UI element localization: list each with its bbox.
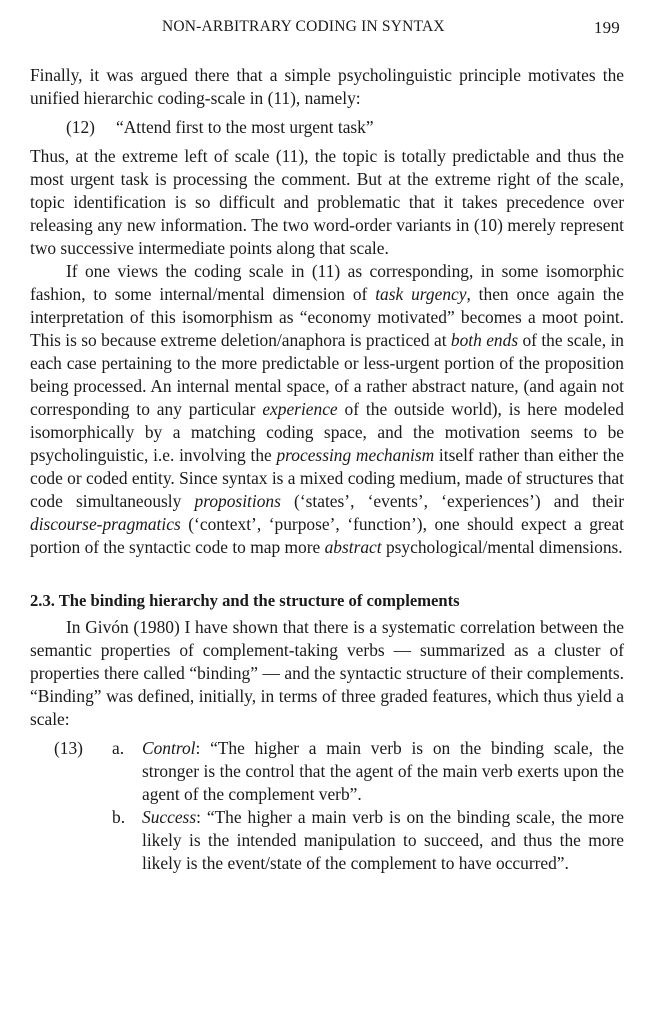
example-12 xyxy=(30,116,624,139)
item-letter: a. xyxy=(112,738,125,758)
paragraph-3-text: psychological/mental dimensions. xyxy=(381,537,623,557)
paragraph-3 xyxy=(30,260,624,559)
paragraph-4: In Givón (1980) I have shown that there is a systematic correlation between the semantic properties of complement-taking verbs — summarized as a cluster of properties there called “binding” — and the syntactic structure of their complements. “Binding” was defined, initially, in terms of three graded features, which thus yield a scale: xyxy=(30,617,624,729)
example-13-item xyxy=(30,806,624,875)
emphasis-task-urgency: task urgency xyxy=(375,284,467,304)
paragraph-1: Finally, it was argued there that a simple psycholinguistic principle motivates the unified hierarchic coding-scale in (11), namely: xyxy=(30,65,624,108)
paragraph-3-text: (‘states’, ‘events’, ‘experiences’) and their xyxy=(280,491,624,511)
page-number: 199 xyxy=(593,18,620,37)
item-definition: : “The higher a main verb is on the binding scale, the stronger is the control that the agent of the main verb exerts upon the agent of the complement verb”. xyxy=(142,738,624,804)
section-heading: 2.3. The binding hierarchy and the structure of complements xyxy=(30,591,460,610)
emphasis-propositions: propositions xyxy=(194,491,281,511)
paragraph-3-text: itself rather than either the code or coded entity. Since syntax is a mixed coding medium, made of structures that code simultaneously xyxy=(30,445,624,511)
emphasis-abstract: abstract xyxy=(324,537,382,557)
emphasis-discourse-pragmatics: discourse-pragmatics xyxy=(30,514,181,534)
example-13-item xyxy=(30,737,624,806)
example-13 xyxy=(30,737,624,875)
paragraph-3-text: of the scale, in each case pertaining to the more predictable or less-urgent portion of the proposition being processed. An internal mental space, of a rather abstract nature, (and again not corresponding to any particular xyxy=(30,330,624,419)
paragraph-3-text: If one views the coding scale in (11) as corresponding, in some isomorphic fashion, to some internal/mental dimension of xyxy=(30,261,624,304)
item-definition: : “The higher a main verb is on the binding scale, the more likely is the intended manipulation to succeed, and thus the more likely is the event/state of the complement to have occurred”. xyxy=(142,807,624,873)
example-number: (12) xyxy=(66,117,95,137)
paragraph-3-text: of the outside world), is here modeled isomorphically by a matching coding space, and the motivation seems to be psycholinguistic, i.e. involving the xyxy=(30,399,624,465)
item-term: Success xyxy=(142,807,197,827)
emphasis-processing-mechanism: processing mechanism xyxy=(276,445,435,465)
item-term: Control xyxy=(142,738,196,758)
item-letter: b. xyxy=(112,807,126,827)
example-number: (13) xyxy=(54,738,83,758)
item-text xyxy=(142,737,624,806)
running-title: NON-ARBITRARY CODING IN SYNTAX xyxy=(162,18,445,35)
paragraph-3-text: (‘context’, ‘purpose’, ‘function’), one should expect a great portion of the syntactic code to map more xyxy=(30,514,624,557)
emphasis-experience: experience xyxy=(262,399,338,419)
example-text: “Attend first to the most urgent task” xyxy=(116,117,374,137)
paragraph-2: Thus, at the extreme left of scale (11), the topic is totally predictable and thus the most urgent task is processing the comment. But at the extreme right of the scale, topic identification is so difficult and problematic that it takes precedence over releasing any new information. The two word-order variants in (10) merely represent two successive intermediate points along that scale. xyxy=(30,146,624,258)
paragraph-3-text: , then once again the interpretation of this isomorphism as “economy motivated” becomes a moot point. This is so because extreme deletion/anaphora is practiced at xyxy=(30,284,624,350)
page-header xyxy=(0,18,650,42)
page-body xyxy=(30,64,624,875)
emphasis-both-ends: both ends xyxy=(450,330,519,350)
item-text xyxy=(142,806,624,875)
